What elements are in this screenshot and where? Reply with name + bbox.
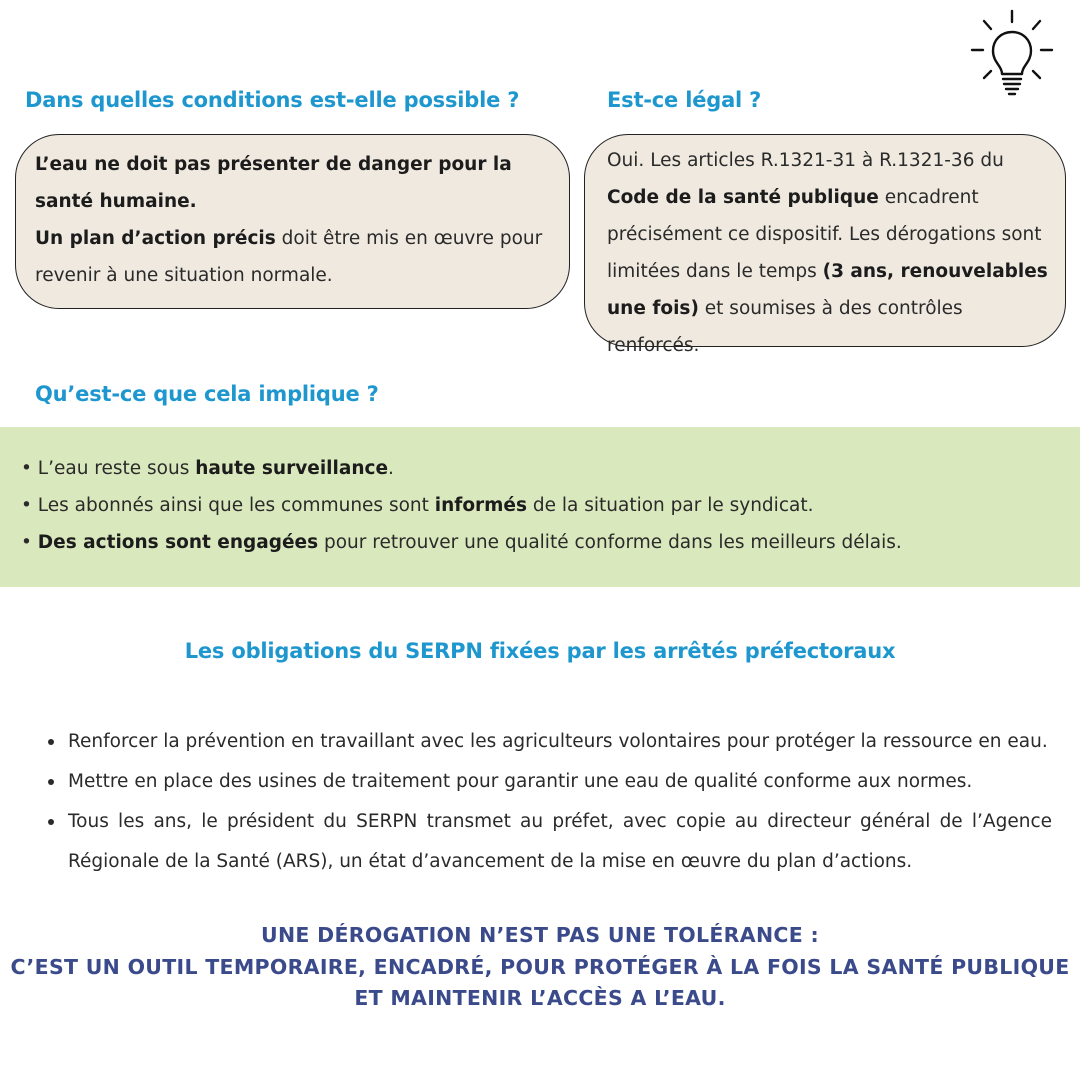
implications-band [0, 427, 1080, 587]
obligations-heading: Les obligations du SERPN fixées par les arrêtés préfectoraux [184, 639, 896, 663]
conclusion-line: C’EST UN OUTIL TEMPORAIRE, ENCADRÉ, POUR PROTÉGER À LA FOIS LA SANTÉ PUBLIQUE [10, 954, 1070, 979]
conditions-heading: Dans quelles conditions est-elle possible ? [25, 88, 520, 112]
conclusion [0, 920, 1080, 1015]
conditions-text-1: L’eau ne doit pas présenter de danger pour la santé humaine. [35, 154, 512, 212]
obligation-item: Tous les ans, le président du SERPN transmet au préfet, avec copie au directeur général de l’Agence Régionale de la Santé (ARS), un état d’avancement de la mise en œuvre du plan d’actions. [68, 802, 1052, 882]
legal-heading: Est-ce légal ? [607, 88, 762, 112]
conclusion-line: ET MAINTENIR L’ACCÈS A L’EAU. [354, 986, 726, 1010]
obligations-list [68, 722, 1052, 882]
obligation-item: Renforcer la prévention en travaillant avec les agriculteurs volontaires pour protéger la ressource en eau. [68, 722, 1052, 762]
lightbulb-icon [966, 8, 1058, 100]
implications-heading: Qu’est-ce que cela implique ? [35, 382, 379, 406]
implication-item: • L’eau reste sous haute surveillance. [21, 450, 1080, 487]
conditions-text-2: Un plan d’action précis doit être mis en œuvre pour revenir à une situation normale. [35, 228, 543, 286]
conclusion-line: UNE DÉROGATION N’EST PAS UNE TOLÉRANCE : [261, 923, 819, 947]
implication-item: • Des actions sont engagées pour retrouver une qualité conforme dans les meilleurs délais. [21, 524, 1080, 561]
implication-item: • Les abonnés ainsi que les communes sont informés de la situation par le syndicat. [21, 487, 1080, 524]
conditions-box [15, 134, 570, 309]
legal-text: Oui. Les articles R.1321-31 à R.1321-36 du Code de la santé publique encadrent précisément ce dispositif. Les dérogations sont limitées dans le temps (3 ans, renouvelables une fois) et soumises à des contrôles renforcés. [607, 150, 1048, 356]
obligation-item: Mettre en place des usines de traitement pour garantir une eau de qualité conforme aux normes. [68, 762, 1052, 802]
legal-box [584, 134, 1066, 356]
